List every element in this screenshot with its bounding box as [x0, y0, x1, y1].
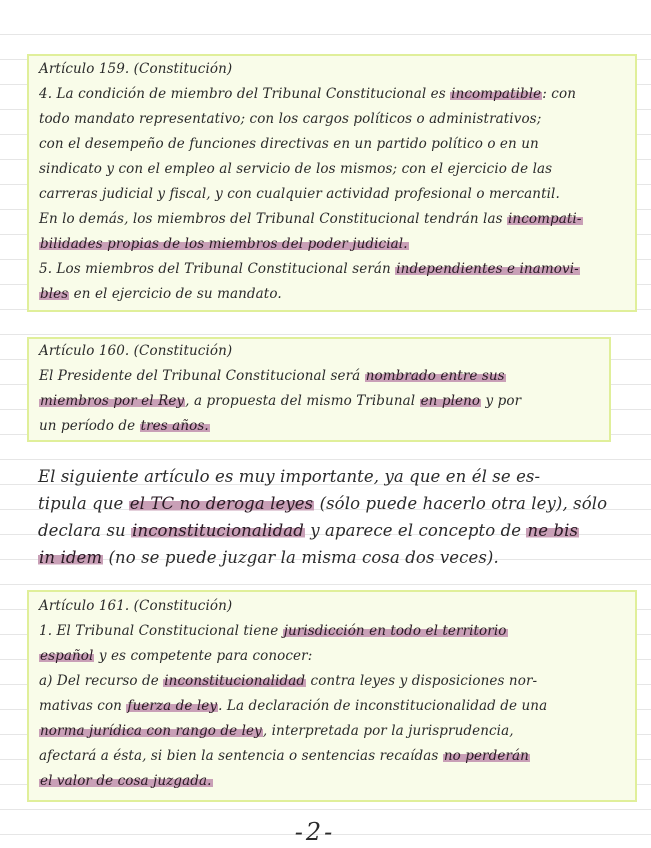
text-line: un período de tres años. — [39, 418, 209, 434]
text-line: declara su inconstitucionalidad y aparece el concepto de ne bis — [38, 521, 579, 540]
text-line: miembros por el Rey, a propuesta del mismo Tribunal en pleno y por — [40, 393, 522, 409]
text-line: El siguiente artículo es muy importante, ya que en él se es- — [38, 467, 541, 486]
text-line: con el desempeño de funciones directivas en un partido político o en un — [39, 136, 539, 152]
text-line: 4. La condición de miembro del Tribunal Constitucional es incompatible: con — [39, 86, 576, 102]
highlight: incompati- — [508, 211, 582, 227]
text-line — [39, 235, 409, 253]
text-line: in idem (no se puede juzgar la misma cosa dos veces). — [39, 548, 499, 567]
highlight: miembros por el Rey — [40, 393, 185, 409]
highlight: fuerza de ley — [127, 698, 218, 714]
text-line: tipula que el TC no deroga leyes (sólo puede hacerlo otra ley), sólo — [38, 494, 608, 513]
highlight: norma jurídica con rango de ley — [40, 723, 262, 739]
highlight: nombrado entre sus — [365, 368, 505, 384]
article-160-box — [27, 337, 611, 442]
page-number: -2- — [294, 818, 336, 846]
text-line — [39, 772, 213, 790]
highlight: el TC no deroga leyes — [129, 494, 314, 513]
text-line: carreras judicial y fiscal, y con cualquier actividad profesional o mercantil. — [39, 186, 560, 202]
highlight: bilidades propias de los miembros del poder judicial. — [40, 236, 408, 252]
text-line: norma jurídica con rango de ley, interpretada por la jurisprudencia, — [40, 723, 514, 739]
highlight: ne bis — [527, 521, 579, 540]
text-line: mativas con fuerza de ley. La declaración de inconstitucionalidad de una — [39, 698, 548, 714]
highlight: in idem — [39, 548, 103, 567]
highlight: bles — [40, 286, 69, 302]
highlight: no perderán — [443, 748, 529, 764]
text-line: español y es competente para conocer: — [40, 648, 313, 664]
text-line: 1. El Tribunal Constitucional tiene jurisdicción en todo el territorio — [39, 623, 507, 639]
text-line: sindicato y con el empleo al servicio de los mismos; con el ejercicio de las — [39, 161, 553, 177]
text-line: 5. Los miembros del Tribunal Constitucional serán independientes e inamovi- — [39, 261, 579, 277]
highlight: el valor de cosa juzgada. — [40, 773, 212, 789]
note-paragraph — [38, 464, 638, 574]
text-line: bles en el ejercicio de su mandato. — [40, 286, 282, 302]
highlight: incompatible — [451, 86, 542, 102]
highlight: tres años. — [140, 418, 209, 434]
highlight: inconstitucionalidad — [132, 521, 304, 540]
article-160-title: Artículo 160. (Constitución) — [39, 343, 233, 359]
text-line: En lo demás, los miembros del Tribunal Constitucional tendrán las incompati- — [39, 211, 582, 227]
highlight: en pleno — [420, 393, 481, 409]
article-159-box — [27, 54, 637, 312]
highlight: jurisdicción en todo el territorio — [283, 623, 507, 639]
text-line: todo mandato representativo; con los cargos políticos o administrativos; — [39, 111, 542, 127]
highlight: español — [40, 648, 94, 664]
text-line: afectará a ésta, si bien la sentencia o sentencias recaídas no perderán — [39, 748, 529, 764]
article-159-title: Artículo 159. (Constitución) — [39, 61, 233, 77]
text-line: a) Del recurso de inconstitucionalidad contra leyes y disposiciones nor- — [39, 673, 538, 689]
highlight: inconstitucionalidad — [164, 673, 306, 689]
article-161-title: Artículo 161. (Constitución) — [39, 598, 233, 614]
text-line: El Presidente del Tribunal Constitucional será nombrado entre sus — [39, 368, 505, 384]
article-161-box — [27, 590, 637, 802]
highlight: independientes e inamovi- — [396, 261, 579, 277]
